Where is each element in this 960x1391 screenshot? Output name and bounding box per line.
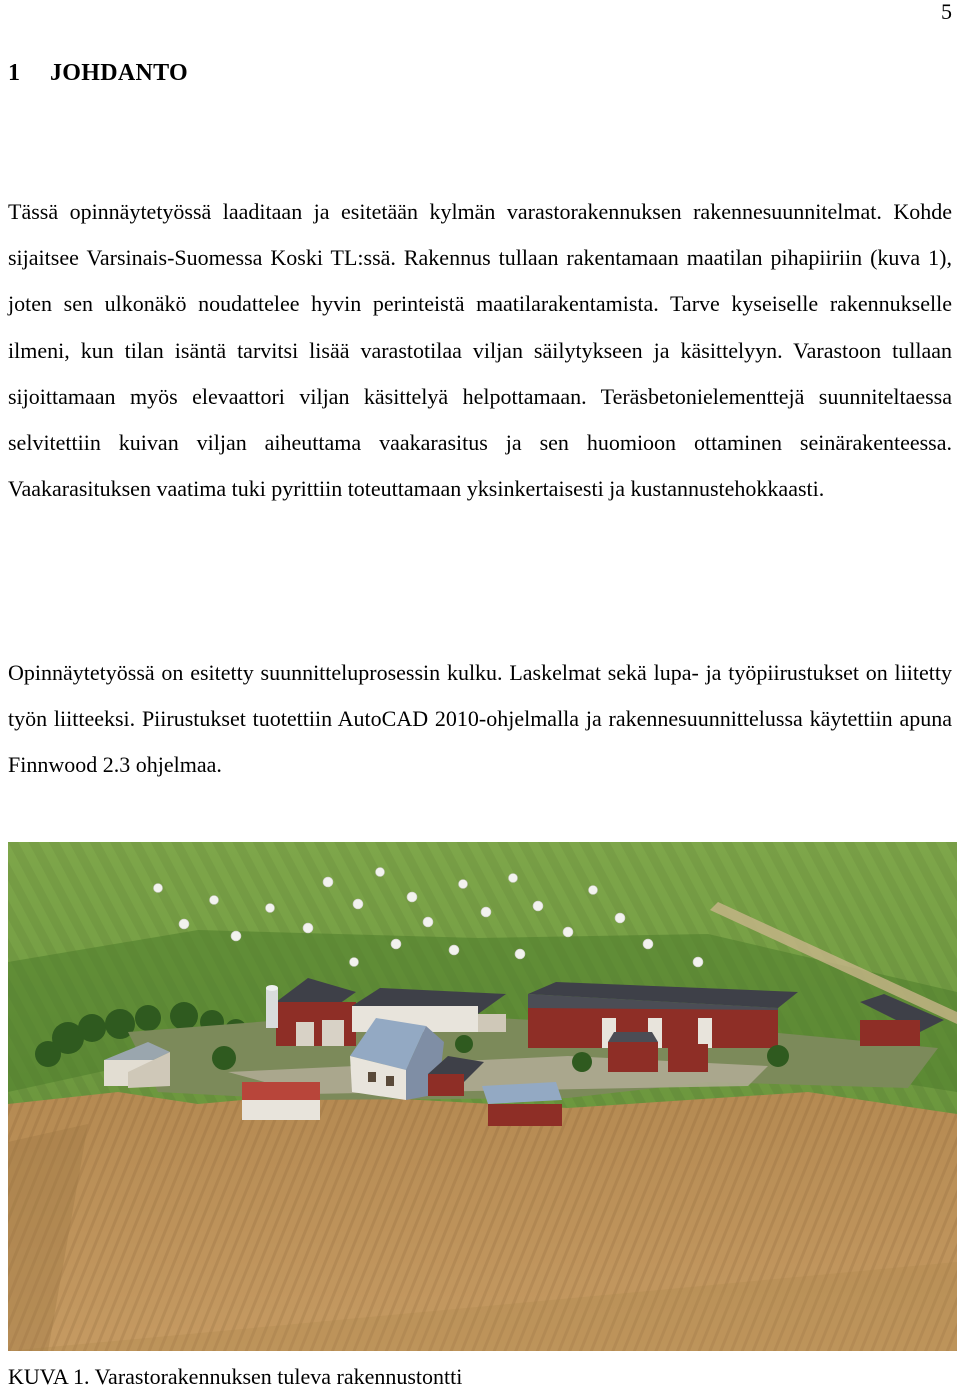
chapter-heading — [8, 58, 188, 88]
process-paragraph: Opinnäytetyössä on esitetty suunnitteluprosessin kulku. Laskelmat sekä lupa- ja työpiirustukset on liitetty työn liitteeksi. Piirustukset tuotettiin AutoCAD 2010-ohjelmalla ja rakennesuunnittelussa käytettiin apuna Finnwood 2.3 ohjelmaa. — [8, 660, 952, 778]
page-number: 5 — [941, 0, 952, 24]
chapter-title: JOHDANTO — [50, 60, 188, 86]
figure-caption: KUVA 1. Varastorakennuksen tuleva rakennustontti — [8, 1364, 463, 1389]
chapter-number: 1 — [8, 60, 21, 86]
intro-paragraph: Tässä opinnäytetyössä laaditaan ja esitetään kylmän varastorakennuksen rakennesuunnitelmat. Kohde sijaitsee Varsinais-Suomessa Koski TL:ssä. Rakennus tullaan rakentamaan maatilan pihapiiriin (kuva 1), joten sen ulkonäkö noudattelee hyvin perinteistä maatilarakentamista. Tarve kyseiselle rakennukselle ilmeni, kun tilan isäntä tarvitsi lisää varastotilaa viljan säilytykseen ja käsittelyyn. Varastoon tullaan sijoittamaan myös elevaattori viljan käsittelyä helpottamaan. Teräsbetonielementtejä suunniteltaessa selvitettiin kuivan viljan aiheuttama vaakarasitus ja sen huomioon ottaminen seinärakenteessa. Vaakarasituksen vaatima tuki pyrittiin toteuttamaan yksinkertaisesti ja kustannustehokkaasti. — [8, 199, 952, 502]
farm-aerial-photo-illustration — [8, 842, 957, 1351]
farm-aerial-photo — [8, 842, 957, 1351]
